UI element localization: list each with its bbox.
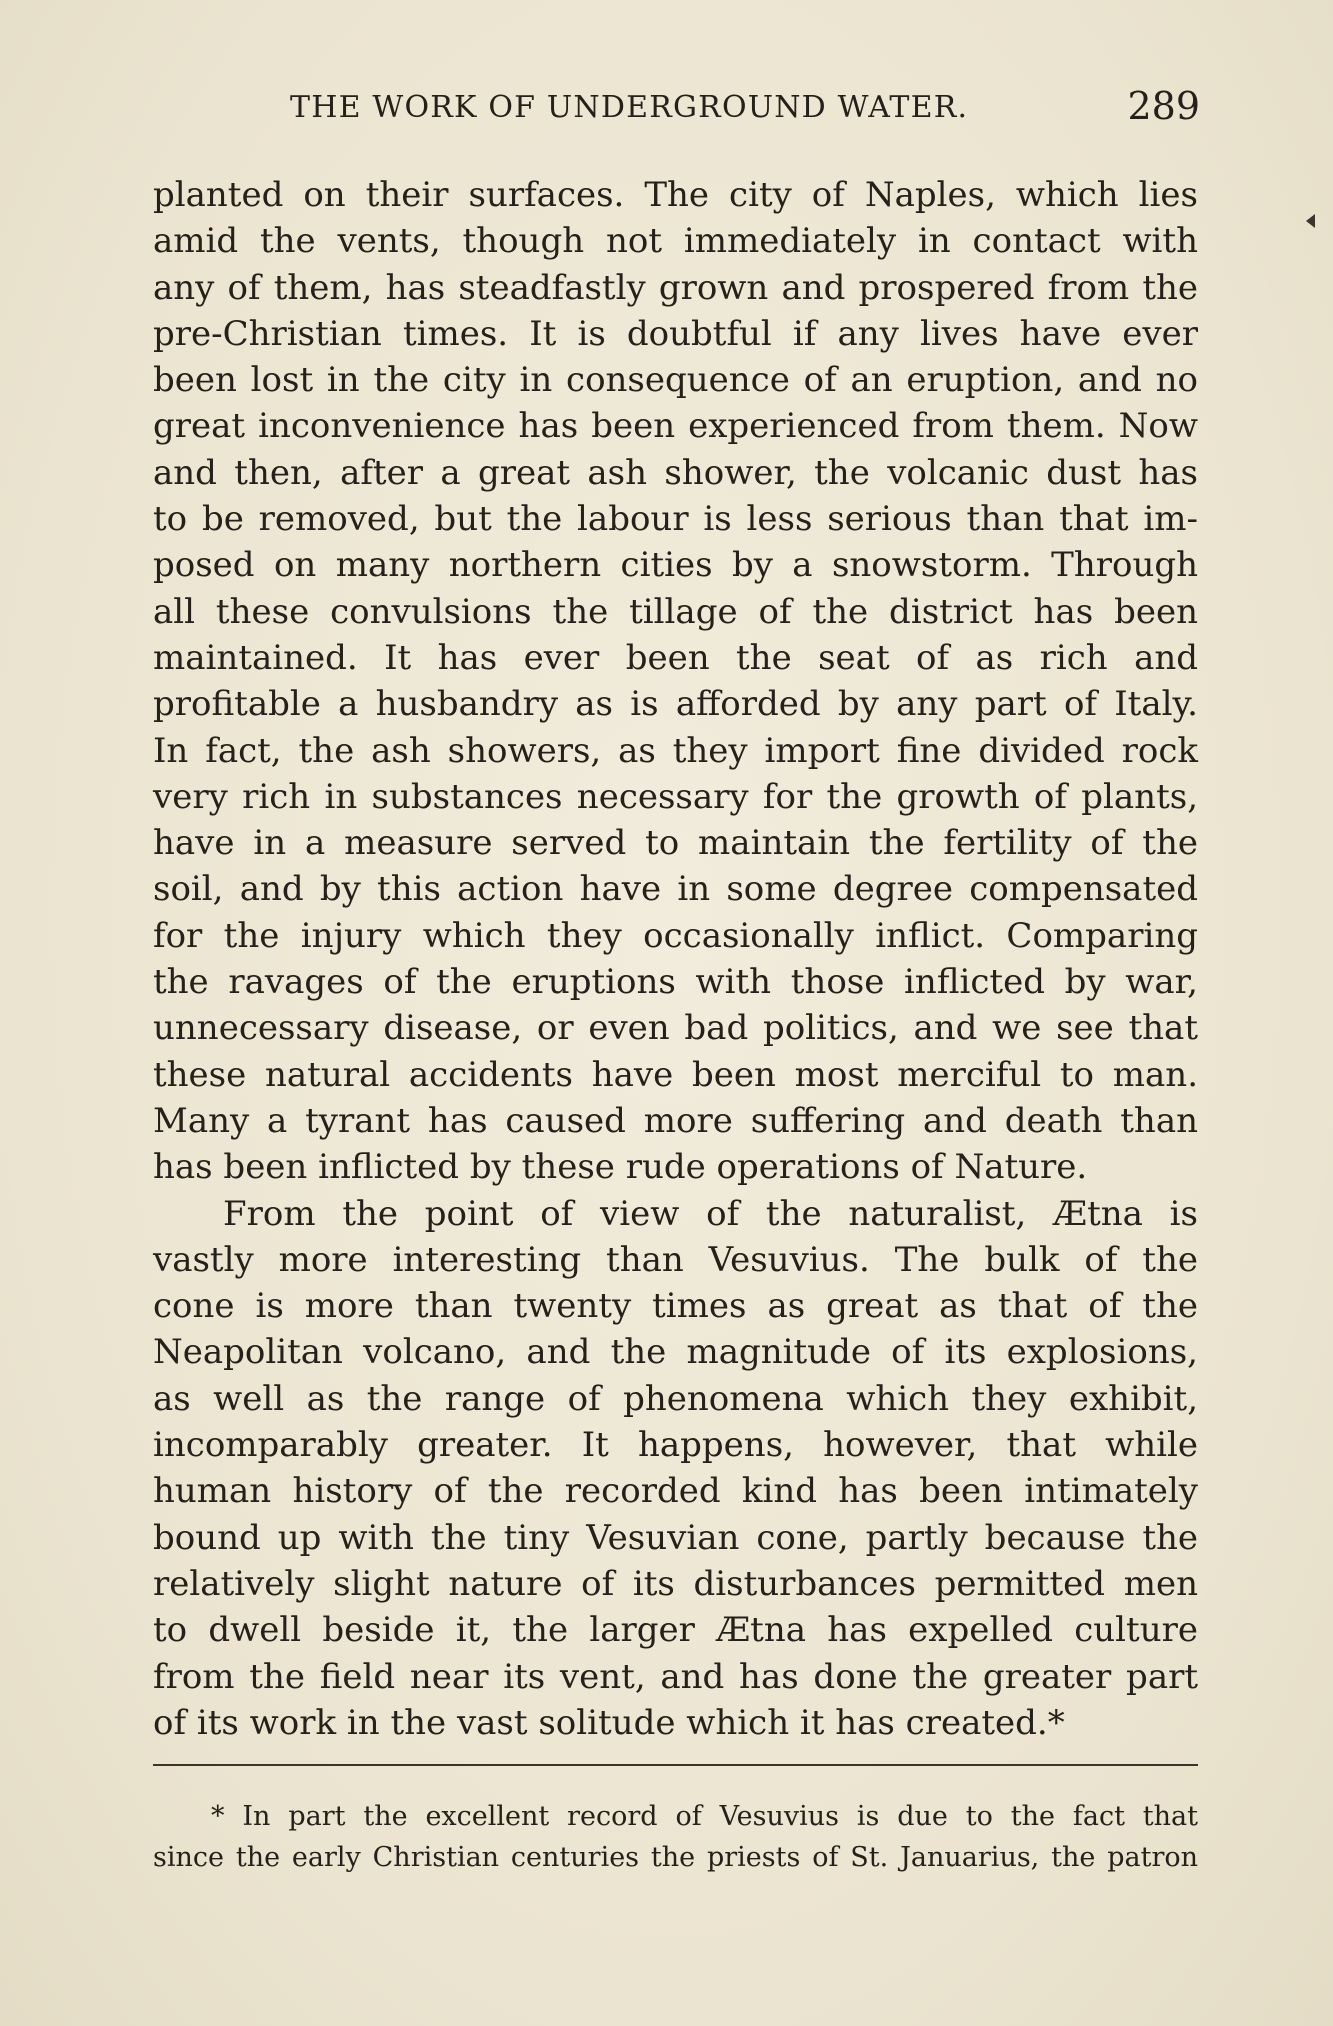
text-line: From the point of view of the naturalist, Ætna is [223,1193,1198,1234]
text-line: from the field near its vent, and has done the greater part [153,1656,1198,1697]
text-line: cone is more than twenty times as great as that of the [153,1286,1198,1327]
text-line: human history of the recorded kind has been intimately [153,1471,1198,1512]
text-line: very rich in substances necessary for the growth of plants, [153,776,1198,817]
text-line: have in a measure served to maintain the fertility of the [153,823,1198,864]
text-line: to dwell beside it, the larger Ætna has expelled culture [153,1610,1198,1651]
text-line: amid the vents, though not immediately in contact with [153,221,1198,262]
text-line: In fact, the ash showers, as they import fine divided rock [153,730,1198,771]
text-line: relatively slight nature of its disturbances permitted men [153,1563,1198,1604]
page-header [290,84,1200,132]
text-line: posed on many northern cities by a snowstorm. Through [153,545,1198,586]
text-line: any of them, has steadfastly grown and prospered from the [153,267,1198,308]
footnote-line: since the early Christian centuries the priests of St. Januarius, the patron [153,1842,1198,1873]
footnote [153,1796,1198,1878]
footnote-line: * In part the excellent record of Vesuvius is due to the fact that [211,1801,1198,1832]
text-line: profitable a husbandry as is afforded by any part of Italy. [153,684,1198,725]
text-line: incomparably greater. It happens, however, that while [153,1425,1198,1466]
text-line: Many a tyrant has caused more suffering and death than [153,1100,1198,1141]
text-line: has been inflicted by these rude operations of Nature. [153,1147,1088,1188]
text-line: planted on their surfaces. The city of Naples, which lies [153,175,1198,215]
text-line: maintained. It has ever been the seat of as rich and [153,637,1198,678]
text-line: unnecessary disease, or even bad politics, and we see that [153,1008,1198,1049]
page-number: 289 [1127,84,1200,128]
text-line: bound up with the tiny Vesuvian cone, partly because the [153,1517,1198,1558]
text-line: as well as the range of phenomena which they exhibit, [153,1378,1198,1419]
margin-mark-icon [1306,214,1315,228]
text-line: soil, and by this action have in some degree compensated [153,869,1198,910]
text-line: been lost in the city in consequence of an eruption, and no [153,360,1198,401]
footnote-divider [153,1764,1198,1766]
text-line: for the injury which they occasionally inflict. Comparing [153,915,1198,956]
text-line: all these convulsions the tillage of the district has been [153,591,1198,632]
running-head: THE WORK OF UNDERGROUND WATER. [290,90,969,125]
text-line: of its work in the vast solitude which it has created.* [153,1702,1065,1743]
text-line: and then, after a great ash shower, the volcanic dust has [153,452,1198,493]
text-line: vastly more interesting than Vesuvius. The bulk of the [153,1239,1198,1280]
text-line: the ravages of the eruptions with those inflicted by war, [153,962,1198,1003]
text-line: to be removed, but the labour is less serious than that im- [153,499,1198,540]
body-text [153,172,1198,1746]
text-line: great inconvenience has been experienced from them. Now [153,406,1198,447]
text-line: these natural accidents have been most merciful to man. [153,1054,1198,1095]
text-line: pre-Christian times. It is doubtful if any lives have ever [153,313,1198,354]
text-line: Neapolitan volcano, and the magnitude of its explosions, [153,1332,1198,1373]
